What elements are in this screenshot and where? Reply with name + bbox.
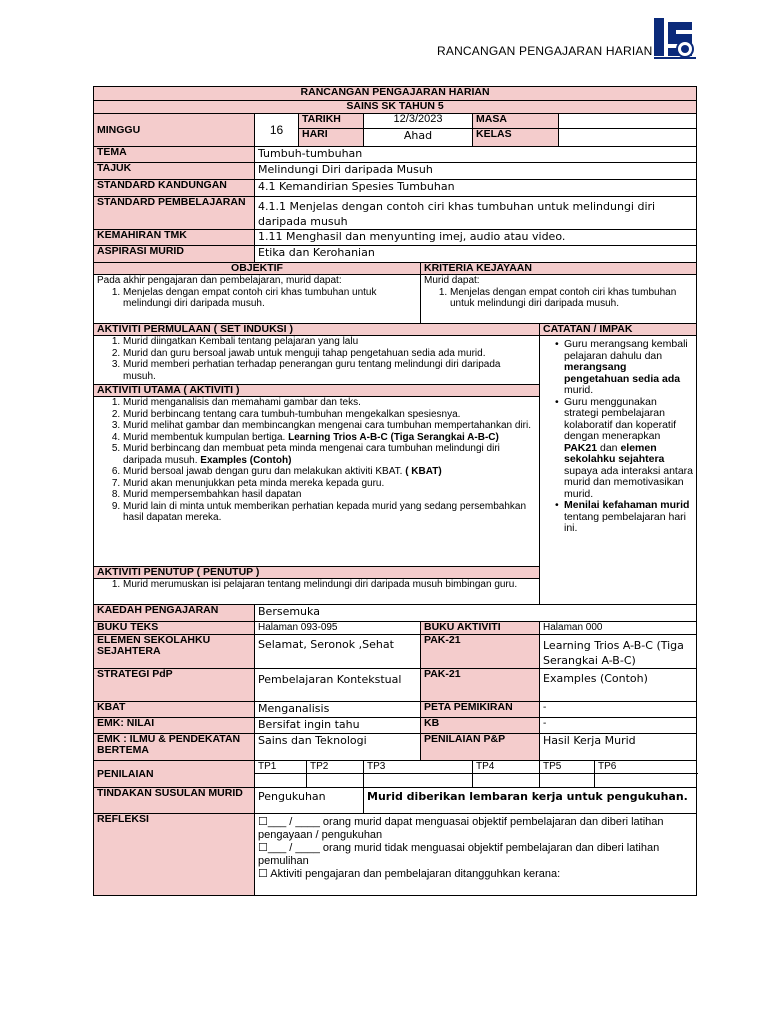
tindakan-value-1: Pengukuhan — [255, 788, 364, 814]
tajuk-label: TAJUK — [94, 163, 255, 180]
objektif-intro: Pada akhir pengajaran dan pembelajaran, murid dapat: — [97, 275, 342, 286]
refleksi-line: ☐___ / ____ orang murid dapat menguasai objektif pembelajaran dan diberi latihan pengayaan / pengukuhan — [258, 816, 664, 841]
emknilai-value: Bersifat ingin tahu — [255, 718, 421, 734]
pak21-label: PAK-21 — [421, 635, 540, 669]
hari-value: Ahad — [364, 129, 473, 147]
peta-value: - — [540, 702, 697, 718]
hari-label: HARI — [299, 129, 364, 147]
aspirasi-label: ASPIRASI MURID — [94, 246, 255, 263]
permulaan-label: AKTIVITI PERMULAAN ( SET INDUKSI ) — [94, 324, 540, 336]
refleksi-line: ☐___ / ____ orang murid tidak menguasai objektif pembelajaran dan diberi latihan pemulihan — [258, 842, 660, 867]
permulaan-list — [94, 336, 540, 385]
refleksi-label: REFLEKSI — [94, 814, 255, 896]
objektif-content — [94, 275, 421, 324]
tp-cell — [595, 774, 697, 788]
catatan-item: • Guru merangsang kembali pelajaran dahulu dan merangsang pengetahuan sedia ada murid. — [564, 339, 693, 397]
utama-item: 6. Murid bersoal jawab dengan guru dan melakukan aktiviti KBAT. ( KBAT) — [123, 466, 536, 478]
lesson-plan — [93, 86, 696, 896]
masa-label: MASA — [473, 114, 559, 129]
penutup-list — [94, 579, 540, 605]
sp-value: 4.1.1 Menjelas dengan contoh ciri khas tumbuhan untuk melindungi diri daripada musuh — [255, 197, 697, 230]
tp-cell — [364, 774, 473, 788]
emkilmu-value: Sains dan Teknologi — [255, 734, 421, 761]
kriteria-intro: Murid dapat: — [424, 275, 480, 286]
tp-label: TP1 — [255, 761, 307, 774]
utama-item: 7. Murid akan menunjukkan peta minda mereka kepada guru. — [123, 478, 536, 490]
kelas-label: KELAS — [473, 129, 559, 147]
refleksi-content — [255, 814, 697, 896]
kbat-label: KBAT — [94, 702, 255, 718]
kriteria-label: KRITERIA KEJAYAAN — [421, 263, 697, 275]
utama-item: 8. Murid mempersembahkan hasil dapatan — [123, 489, 536, 501]
tp-label: TP5 — [540, 761, 595, 774]
kaedah-value: Bersemuka — [255, 605, 697, 622]
bukuteks-value: Halaman 093-095 — [255, 622, 421, 635]
utama-label: AKTIVITI UTAMA ( AKTIVITI ) — [94, 385, 540, 397]
strategi-value: Pembelajaran Kontekstual — [255, 669, 421, 702]
tmk-value: 1.11 Menghasil dan menyunting imej, audio atau video. — [255, 230, 697, 246]
bukuteks-label: BUKU TEKS — [94, 622, 255, 635]
permulaan-item: 3. Murid memberi perhatian terhadap penerangan guru tentang melindungi diri daripada musuh. — [123, 359, 536, 382]
tema-value: Tumbuh-tumbuhan — [255, 147, 697, 163]
aspirasi-value: Etika dan Kerohanian — [255, 246, 697, 263]
utama-item: 9. Murid lain di minta untuk memberikan perhatian kepada murid yang sedang persembahkan hasil dapatan mereka. — [123, 501, 536, 524]
tp-cell — [473, 774, 540, 788]
objektif-item: 1. Menjelas dengan empat contoh ciri khas tumbuhan untuk melindungi diri daripada musuh. — [123, 287, 417, 310]
lesson-plan-table — [93, 86, 697, 896]
tmk-label: KEMAHIRAN TMK — [94, 230, 255, 246]
tindakan-value-2: Murid diberikan lembaran kerja untuk pengukuhan. — [364, 788, 697, 814]
tp-cell — [307, 774, 364, 788]
kb-value: - — [540, 718, 697, 734]
catatan-content — [540, 336, 697, 605]
penilaian-label: PENILAIAN — [94, 761, 255, 788]
catatan-item: • Menilai kefahaman murid tentang pembelajaran hari ini. — [564, 500, 693, 535]
refleksi-line: ☐ Aktiviti pengajaran dan pembelajaran ditangguhkan kerana: — [258, 868, 561, 880]
tajuk-value: Melindungi Diri daripada Musuh — [255, 163, 697, 180]
tarikh-label: TARIKH — [299, 114, 364, 129]
school-logo — [652, 14, 698, 60]
kaedah-label: KAEDAH PENGAJARAN — [94, 605, 255, 622]
sp-label: STANDARD PEMBELAJARAN — [94, 197, 255, 230]
strategi-label: STRATEGI PdP — [94, 669, 255, 702]
permulaan-item: 1. Murid diingatkan Kembali tentang pelajaran yang lalu — [123, 336, 536, 348]
page-header-title: RANCANGAN PENGAJARAN HARIAN — [437, 44, 653, 58]
catatan-label: CATATAN / IMPAK — [540, 324, 697, 336]
bukuaktiviti-label: BUKU AKTIVITI — [421, 622, 540, 635]
elemen-label: ELEMEN SEKOLAHKU SEJAHTERA — [94, 635, 255, 669]
tp-label: TP6 — [595, 761, 697, 774]
sk-label: STANDARD KANDUNGAN — [94, 180, 255, 197]
permulaan-item: 2. Murid dan guru bersoal jawab untuk menguji tahap pengetahuan sedia ada murid. — [123, 348, 536, 360]
utama-item: 5. Murid berbincang dan membuat peta minda mengenai cara tumbuhan melindungi diri daripada musuh. Examples (Contoh) — [123, 443, 536, 466]
utama-item: 4. Murid membentuk kumpulan bertiga. Learning Trios A-B-C (Tiga Serangkai A-B-C) — [123, 432, 536, 444]
tp-cell — [255, 774, 307, 788]
utama-item: 3. Murid melihat gambar dan membincangkan mengenai cara tumbuhan mempertahankan diri. — [123, 420, 536, 432]
plan-subject: SAINS SK TAHUN 5 — [94, 101, 697, 114]
peta-label: PETA PEMIKIRAN — [421, 702, 540, 718]
plan-title: RANCANGAN PENGAJARAN HARIAN — [94, 87, 697, 101]
utama-item: 2. Murid berbincang tentang cara tumbuh-tumbuhan mengekalkan spesiesnya. — [123, 409, 536, 421]
minggu-label: MINGGU — [94, 114, 255, 147]
kelas-value — [559, 129, 697, 147]
tp-label: TP2 — [307, 761, 364, 774]
kriteria-content — [421, 275, 697, 324]
objektif-label: OBJEKTIF — [94, 263, 421, 275]
catatan-item: • Guru menggunakan strategi pembelajaran kolaboratif dan koperatif dengan menerapkan PAK21 dan elemen sekolahku sejahtera supaya ada interaksi antara murid dan memotivasikan murid. — [564, 397, 693, 501]
tema-label: TEMA — [94, 147, 255, 163]
penutup-label: AKTIVITI PENUTUP ( PENUTUP ) — [94, 567, 540, 579]
tp-label: TP4 — [473, 761, 540, 774]
utama-item: 1. Murid menganalisis dan memahami gambar dan teks. — [123, 397, 536, 409]
penilaianpp-value: Hasil Kerja Murid — [540, 734, 697, 761]
minggu-value: 16 — [255, 114, 299, 147]
penilaianpp-label: PENILAIAN P&P — [421, 734, 540, 761]
utama-list — [94, 397, 540, 567]
tp-label: TP3 — [364, 761, 473, 774]
tindakan-label: TINDAKAN SUSULAN MURID — [94, 788, 255, 814]
pak21b-label: PAK-21 — [421, 669, 540, 702]
pak21-value: Learning Trios A-B-C (Tiga Serangkai A-B-C) — [540, 635, 697, 669]
tp-cell — [540, 774, 595, 788]
elemen-value: Selamat, Seronok ,Sehat — [255, 635, 421, 669]
bukuaktiviti-value: Halaman 000 — [540, 622, 697, 635]
kbat-value: Menganalisis — [255, 702, 421, 718]
emknilai-label: EMK: NILAI — [94, 718, 255, 734]
masa-value — [559, 114, 697, 129]
pak21b-value: Examples (Contoh) — [540, 669, 697, 702]
emkilmu-label: EMK : ILMU & PENDEKATAN BERTEMA — [94, 734, 255, 761]
kriteria-item: 1. Menjelas dengan empat contoh ciri khas tumbuhan untuk melindungi diri daripada musuh. — [450, 287, 693, 310]
kb-label: KB — [421, 718, 540, 734]
tarikh-value: 12/3/2023 — [364, 114, 473, 129]
penutup-item: 1. Murid merumuskan isi pelajaran tentang melindungi diri daripada musuh bimbingan guru. — [123, 579, 536, 591]
sk-value: 4.1 Kemandirian Spesies Tumbuhan — [255, 180, 697, 197]
